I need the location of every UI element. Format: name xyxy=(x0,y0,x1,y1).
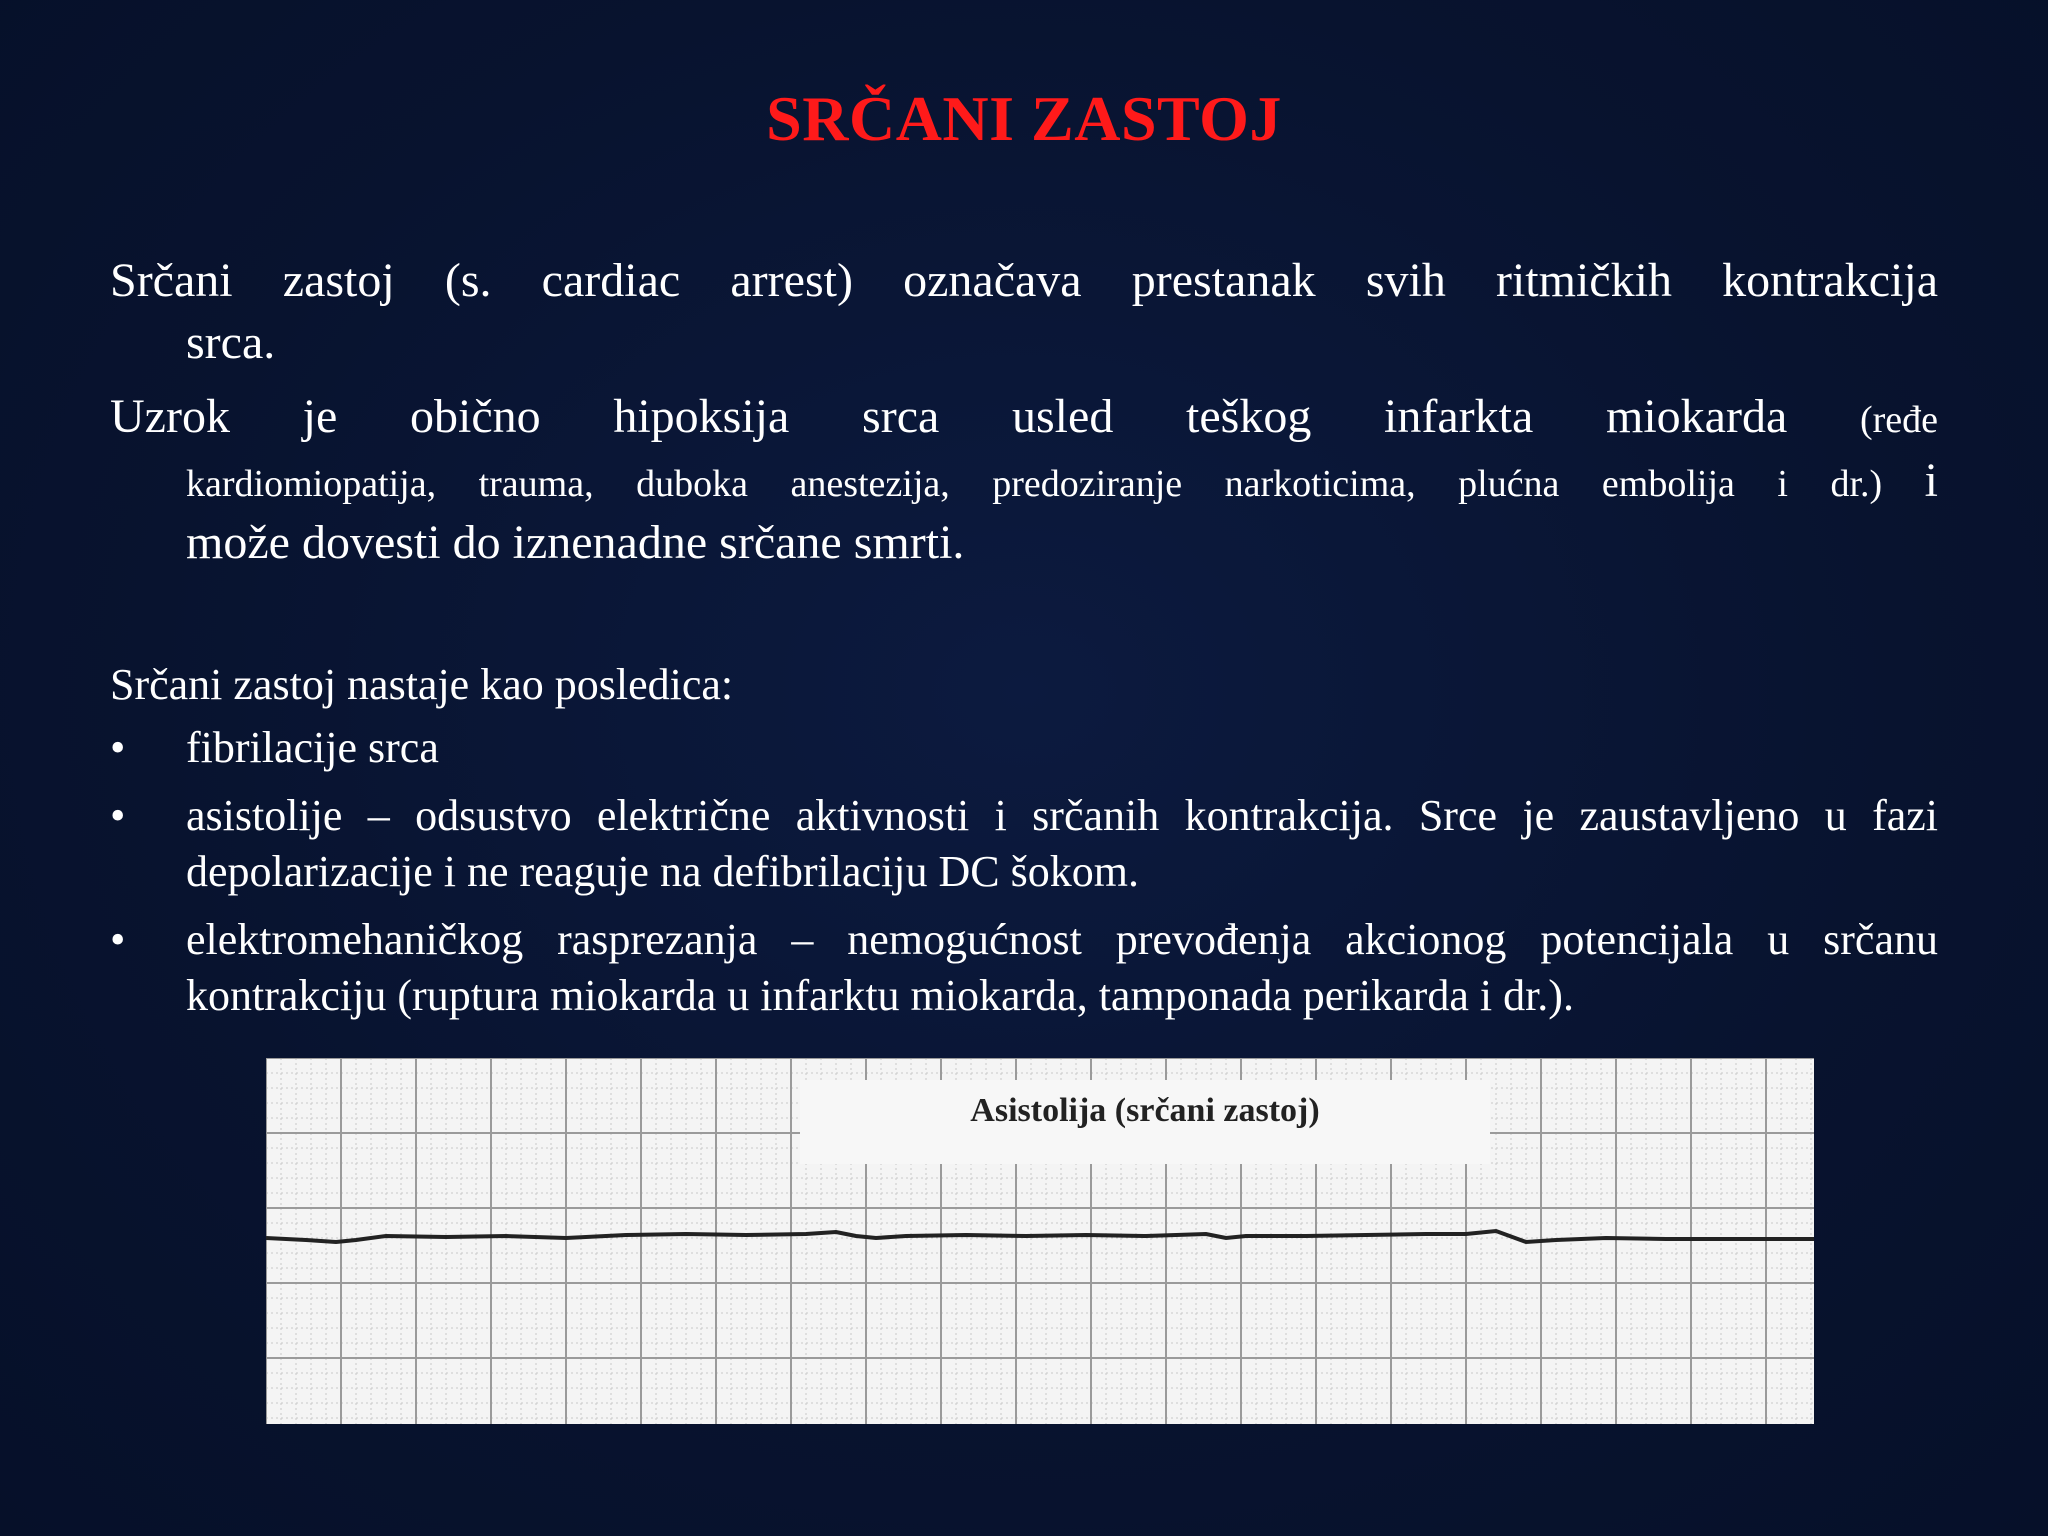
bullet-text: elektromehaničkog rasprezanja – nemogućnost prevođenja akcionog potencijala u srčanu kontrakciju (ruptura miokarda u infarktu miokarda, tamponada perikarda i dr.). xyxy=(186,915,1938,1020)
bullet-symbol: • xyxy=(110,723,126,772)
paragraph-definition-line1: Srčani zastoj (s. cardiac arrest) označava prestanak svih ritmičkih kontrakcija xyxy=(110,254,1938,307)
paragraph-cause-small-text: (ređe xyxy=(1859,399,1939,441)
ecg-strip-image xyxy=(266,1058,1814,1424)
bullet-symbol: • xyxy=(110,791,126,840)
paragraph-cause-causes-list: kardiomiopatija, trauma, duboka anestezija, predoziranje narkoticima, plućna embolija i dr.) xyxy=(186,463,1883,505)
bullet-list xyxy=(110,720,1938,1036)
paragraph-cause-line3: može dovesti do iznenadne srčane smrti. xyxy=(186,516,965,569)
paragraph-consequence-intro: Srčani zastoj nastaje kao posledica: xyxy=(110,660,734,709)
bullet-symbol: • xyxy=(110,915,126,964)
paragraph-cause-conjunction: i xyxy=(1924,454,1938,507)
ecg-flat-trace xyxy=(266,1231,1814,1242)
paragraph-cause-main-text: Uzrok je obično hipoksija srca usled teškog infarkta miokarda xyxy=(110,390,1788,443)
bullet-text: fibrilacije srca xyxy=(186,723,439,772)
paragraph-definition xyxy=(110,250,1938,374)
bullet-text: asistolije – odsustvo električne aktivnosti i srčanih kontrakcija. Srce je zaustavljeno u fazi depolarizacije i ne reaguje na defibrilaciju DC šokom. xyxy=(186,791,1938,896)
paragraph-definition-line2: srca. xyxy=(186,316,276,369)
bullet-item-electromechanical xyxy=(110,912,1938,1024)
paragraph-cause-line2 xyxy=(110,451,1938,514)
paragraph-cause xyxy=(110,386,1938,572)
slide-title: SRČANI ZASTOJ xyxy=(766,83,1282,154)
bullet-item-asystole xyxy=(110,788,1938,900)
paragraph-cause-line1 xyxy=(110,386,1938,451)
ecg-label: Asistolija (srčani zastoj) xyxy=(800,1080,1490,1164)
bullet-item-fibrillation xyxy=(110,720,1938,776)
